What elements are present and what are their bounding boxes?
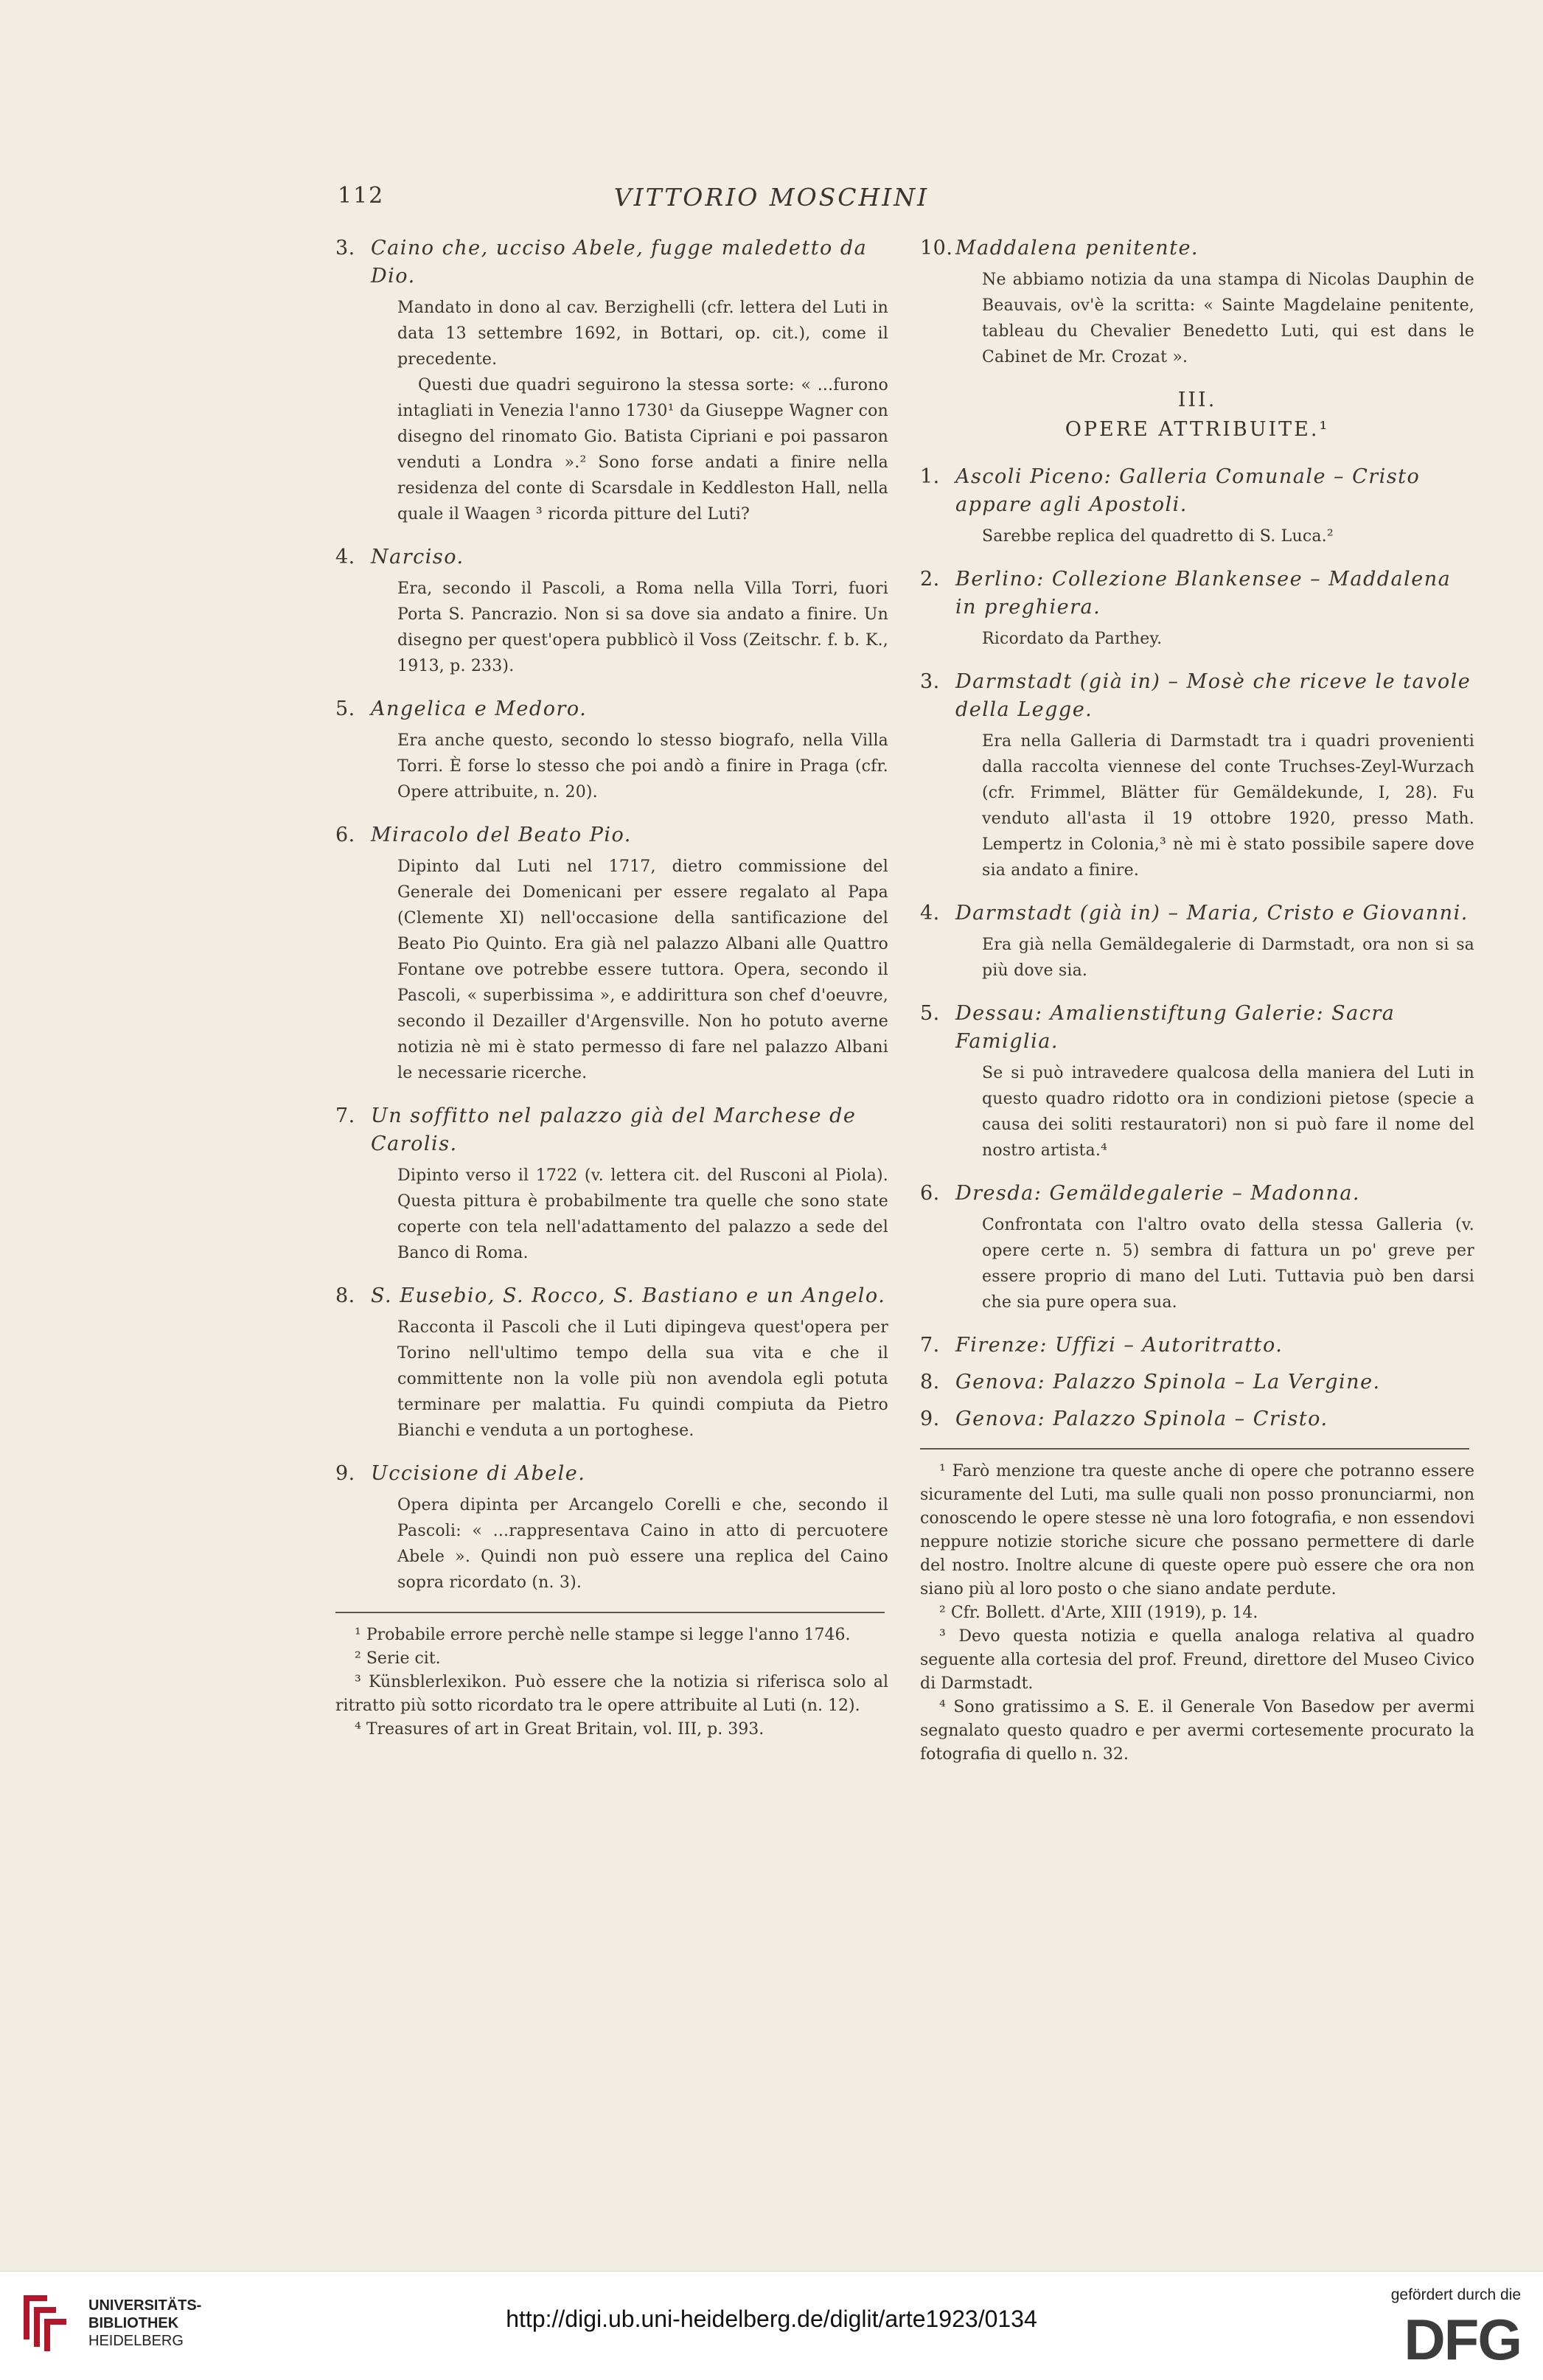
- footnote: ³ Künsblerlexikon. Può essere che la notizia si riferisca solo al ritratto più sotto ricordato tra le opere attribuite al Luti (n. 12).: [335, 1673, 888, 1715]
- entry-title: [335, 1102, 888, 1158]
- entry-body: [335, 728, 888, 805]
- entry-body: [920, 932, 1474, 984]
- entry-heading: Miracolo del Beato Pio.: [371, 824, 632, 846]
- catalog-entry: [920, 900, 1474, 984]
- library-line-1: UNIVERSITÄTS-: [88, 2297, 202, 2314]
- footnote: ¹ Probabile errore perchè nelle stampe si legge l'anno 1746.: [355, 1626, 851, 1644]
- entry-body: [920, 523, 1474, 549]
- entry-body: [335, 1163, 888, 1266]
- catalog-entry: [920, 234, 1474, 370]
- entry-number: 4.: [335, 546, 355, 568]
- entry-paragraph: Se si può intravedere qualcosa della maniera del Luti in questo quadro ridotto ora in condizioni pietose (specie a causa dei soliti restauratori) non si può fare il nome del nostro artista.⁴: [982, 1064, 1474, 1160]
- entry-body: [335, 295, 888, 527]
- entry-number: 9.: [335, 1462, 355, 1485]
- entry-number: 5.: [920, 1002, 940, 1025]
- entry-heading: Un soffitto nel palazzo già del Marchese de Carolis.: [371, 1104, 857, 1155]
- entry-heading: Maddalena penitente.: [955, 237, 1199, 260]
- entry-body: [920, 267, 1474, 370]
- entry-heading: Narciso.: [371, 546, 464, 568]
- entry-paragraph: Mandato in dono al cav. Berzighelli (cfr. lettera del Luti in data 13 settembre 1692, in Bottari, op. cit.), come il precedente.: [397, 299, 888, 369]
- entry-heading: Uccisione di Abele.: [371, 1462, 586, 1485]
- entry-title: [335, 234, 888, 290]
- entry-heading: Angelica e Medoro.: [371, 697, 588, 720]
- entry-body: [335, 854, 888, 1086]
- entry-title: [920, 668, 1474, 724]
- entry-heading: Ascoli Piceno: Galleria Comunale – Cristo appare agli Apostoli.: [955, 465, 1421, 516]
- entry-paragraph: Dipinto dal Luti nel 1717, dietro commissione del Generale dei Domenicani per essere regalato al Papa (Clemente XI) nell'occasione della santificazione del Beato Pio Quinto. Era già nel palazzo Albani alle Quattro Fontane ove potrebbe essere tuttora. Opera, secondo il Pascoli, « superbissima », e addirittura son chef d'oeuvre, secondo il Dezailler d'Argensville. Non ho potuto averne notizia nè mi è stato permesso di fare nel palazzo Albani le necessarie ricerche.: [397, 857, 888, 1082]
- entry-number: 8.: [335, 1284, 355, 1307]
- entry-heading: Dresda: Gemäldegalerie – Madonna.: [955, 1182, 1361, 1205]
- entry-number: 1.: [920, 465, 940, 488]
- entry-paragraph: Confrontata con l'altro ovato della stessa Galleria (v. opere certe n. 5) sembra di fattura un po' greve per essere proprio di mano del Luti. Tuttavia può ben darsi che sia pure opera sua.: [982, 1216, 1474, 1312]
- right-top-entry: [920, 234, 1474, 370]
- entry-paragraph: Era nella Galleria di Darmstadt tra i quadri provenienti dalla raccolta viennese del conte Truchses-Zeyl-Wurzach (cfr. Frimmel, Blätter für Gemäldekunde, I, 28). Fu venduto all'asta il 19 ottobre 1920, presso Math. Lempertz in Colonia,³ nè mi è stato possibile sapere dove sia andato a finire.: [982, 732, 1474, 880]
- entry-number: 9.: [920, 1408, 940, 1430]
- entry-heading: Genova: Palazzo Spinola – Cristo.: [955, 1408, 1328, 1430]
- right-footnotes: [920, 1460, 1474, 1767]
- entry-number: 5.: [335, 697, 355, 720]
- footnote-rule: [335, 1612, 885, 1613]
- catalog-entry: [335, 1102, 888, 1266]
- left-column: [335, 234, 888, 1741]
- entry-body: [920, 1212, 1474, 1315]
- entry-title: [920, 900, 1474, 928]
- entry-heading: Darmstadt (già in) – Mosè che riceve le tavole della Legge.: [955, 670, 1471, 721]
- entry-title: [920, 463, 1474, 519]
- entry-number: 3.: [335, 237, 355, 260]
- entry-title: [335, 695, 888, 723]
- catalog-entry: [335, 695, 888, 805]
- funding-label: gefördert durch die: [1390, 2286, 1521, 2303]
- entry-title: [335, 1282, 888, 1310]
- page-header: [0, 183, 1543, 220]
- entry-body: [920, 1060, 1474, 1163]
- catalog-entry: [920, 566, 1474, 652]
- entry-paragraph: Era anche questo, secondo lo stesso biografo, nella Villa Torri. È forse lo stesso che poi andò a finire in Praga (cfr. Opere attribuite, n. 20).: [397, 731, 888, 801]
- entry-number: 7.: [335, 1104, 355, 1127]
- entry-paragraph: Racconta il Pascoli che il Luti dipingeva quest'opera per Torino nell'ultimo tempo della sua vita e che il committente non la volle più non avendola egli potuta terminare per malattia. Fu quindi compiuta da Pietro Bianchi e venduta a un portoghese.: [397, 1318, 888, 1440]
- catalog-entry: [335, 234, 888, 527]
- catalog-entry: [920, 1000, 1474, 1163]
- entry-paragraph: Sarebbe replica del quadretto di S. Luca.²: [982, 527, 1334, 546]
- entry-title: [920, 1405, 1474, 1433]
- catalog-entry: [335, 1282, 888, 1444]
- entry-heading: Berlino: Collezione Blankensee – Maddalena in preghiera.: [955, 568, 1452, 619]
- dfg-logo: DFG: [1404, 2307, 1521, 2372]
- catalog-entry: [920, 1405, 1474, 1433]
- entry-title: [335, 543, 888, 571]
- entry-body: [335, 1492, 888, 1596]
- entry-body: [335, 576, 888, 679]
- entry-body: [920, 728, 1474, 883]
- entry-title: [920, 1332, 1474, 1360]
- entry-heading: Firenze: Uffizi – Autoritratto.: [955, 1334, 1283, 1357]
- entry-paragraph: Era già nella Gemäldegalerie di Darmstadt, ora non si sa più dove sia.: [982, 936, 1474, 980]
- section-numeral: III.: [1177, 389, 1217, 411]
- entry-number: 7.: [920, 1334, 940, 1357]
- running-title: VITTORIO MOSCHINI: [613, 183, 930, 212]
- footnote: ² Serie cit.: [355, 1649, 441, 1668]
- entry-paragraph: Opera dipinta per Arcangelo Corelli e che, secondo il Pascoli: « ...rappresentava Caino in atto di percuotere Abele ». Quindi non può essere una replica del Caino sopra ricordato (n. 3).: [397, 1496, 888, 1592]
- entry-heading: Genova: Palazzo Spinola – La Vergine.: [955, 1371, 1381, 1393]
- entry-heading: Dessau: Amalienstiftung Galerie: Sacra Famiglia.: [955, 1002, 1396, 1053]
- entry-heading: S. Eusebio, S. Rocco, S. Bastiano e un Angelo.: [371, 1284, 886, 1307]
- catalog-entry: [920, 668, 1474, 883]
- page-url-link[interactable]: http://digi.ub.uni-heidelberg.de/diglit/arte1923/0134: [506, 2306, 1037, 2332]
- library-line-3: HEIDELBERG: [88, 2333, 184, 2349]
- entry-number: 6.: [335, 824, 355, 846]
- footnote: ⁴ Treasures of art in Great Britain, vol. III, p. 393.: [355, 1720, 764, 1739]
- entry-number: 10.: [920, 237, 953, 260]
- library-line-2: BIBLIOTHEK: [88, 2315, 179, 2331]
- entry-paragraph: Questi due quadri seguirono la stessa sorte: « ...furono intagliati in Venezia l'anno 1730¹ da Giuseppe Wagner con disegno del rinomato Gio. Batista Cipriani e poi passaron venduti a Londra ».² Sono forse andati a finire nella residenza del conte di Scarsdale in Keddleston Hall, nella quale il Waagen ³ ricorda pitture del Luti?: [397, 376, 888, 523]
- footnote: ¹ Farò menzione tra queste anche di opere che potranno essere sicuramente del Luti, ma sulle quali non posso pronunciarmi, non conoscendo le opere stesse nè una loro fotografia, e non essendovi neppure notizie storiche sicure che possano permettere di darle del nostro. Inoltre alcune di queste opere può essere che ora non siano più al loro posto o che siano andate perdute.: [920, 1462, 1474, 1598]
- catalog-entry: [920, 1332, 1474, 1360]
- left-entries: [335, 234, 888, 1596]
- section-title: OPERE ATTRIBUITE.¹: [1065, 418, 1330, 441]
- entry-number: 8.: [920, 1371, 940, 1393]
- entry-paragraph: Ricordato da Parthey.: [982, 630, 1163, 648]
- entry-number: 3.: [920, 670, 940, 693]
- footnote-rule: [920, 1448, 1469, 1450]
- page-number: 112: [338, 183, 385, 209]
- entry-title: [335, 821, 888, 849]
- entry-title: [920, 1000, 1474, 1056]
- catalog-entry: [920, 1180, 1474, 1315]
- viewer-footer-bar: [0, 2271, 1543, 2380]
- catalog-entry: [335, 1460, 888, 1596]
- entry-number: 4.: [920, 902, 940, 925]
- catalog-entry: [335, 543, 888, 679]
- left-footnotes: [335, 1624, 888, 1741]
- entry-heading: Caino che, ucciso Abele, fugge maledetto da Dio.: [371, 237, 868, 288]
- entry-paragraph: Ne abbiamo notizia da una stampa di Nicolas Dauphin de Beauvais, ov'è la scritta: « Sainte Magdelaine penitente, tableau du Chevalier Benedetto Luti, qui est dans le Cabinet de Mr. Crozat ».: [982, 271, 1474, 366]
- entry-title: [335, 1460, 888, 1488]
- entry-title: [920, 234, 1474, 262]
- entry-number: 2.: [920, 568, 940, 591]
- footnote: ³ Devo questa notizia e quella analoga relativa al quadro seguente alla cortesia del prof. Freund, direttore del Museo Civico di Darmstadt.: [920, 1627, 1474, 1693]
- entry-title: [920, 566, 1474, 622]
- entry-body: [920, 626, 1474, 652]
- entry-paragraph: Dipinto verso il 1722 (v. lettera cit. del Rusconi al Piola). Questa pittura è probabilmente tra quelle che sono state coperte con tela nell'adattamento del palazzo a sede del Banco di Roma.: [397, 1166, 888, 1262]
- catalog-entry: [920, 1368, 1474, 1396]
- catalog-entry: [920, 463, 1474, 549]
- entry-title: [920, 1180, 1474, 1208]
- entry-title: [920, 1368, 1474, 1396]
- entry-heading: Darmstadt (già in) – Maria, Cristo e Giovanni.: [955, 902, 1469, 925]
- right-entries: [920, 463, 1474, 1433]
- footnote: ² Cfr. Bollett. d'Arte, XIII (1919), p. 14.: [939, 1604, 1258, 1622]
- entry-paragraph: Era, secondo il Pascoli, a Roma nella Villa Torri, fuori Porta S. Pancrazio. Non si sa dove sia andato a finire. Un disegno per quest'opera pubblicò il Voss (Zeitschr. f. b. K., 1913, p. 233).: [397, 580, 888, 675]
- right-column: [920, 234, 1474, 1767]
- entry-body: [335, 1315, 888, 1444]
- catalog-entry: [335, 821, 888, 1086]
- entry-number: 6.: [920, 1182, 940, 1205]
- footnote: ⁴ Sono gratissimo a S. E. il Generale Von Basedow per avermi segnalato questo quadro e per avermi cortesemente procurato la fotografia di quello n. 32.: [920, 1698, 1474, 1764]
